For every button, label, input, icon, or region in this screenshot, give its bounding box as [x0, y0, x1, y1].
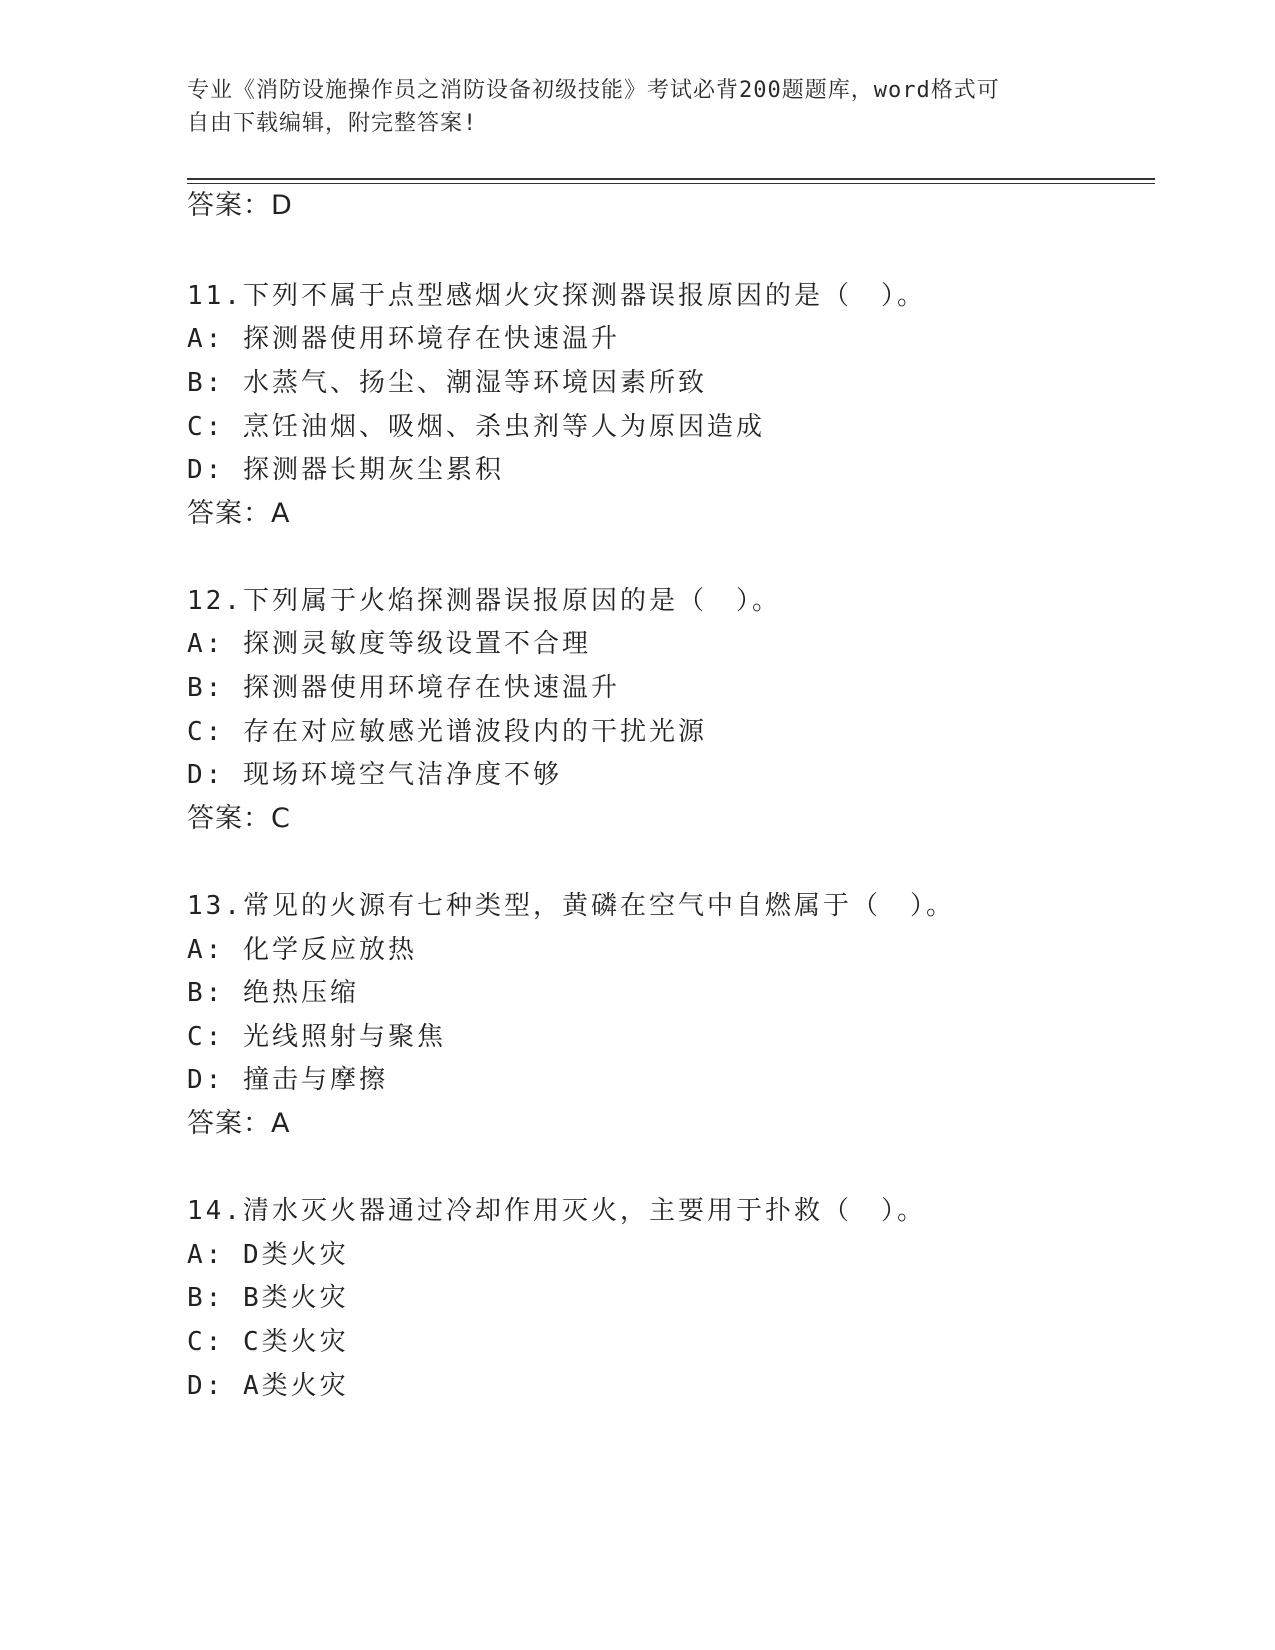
option-c: C: 光线照射与聚焦: [187, 1022, 446, 1052]
option-a: A: D类火灾: [187, 1240, 349, 1270]
header-rule-thin: [187, 183, 1155, 184]
option-b: B: 水蒸气、扬尘、潮湿等环境因素所致: [187, 368, 707, 398]
option-a: A: 化学反应放热: [187, 935, 417, 965]
option-d: D: 现场环境空气洁净度不够: [187, 760, 562, 790]
option-b: B: 绝热压缩: [187, 978, 359, 1008]
question-stem: 12.下列属于火焰探测器误报原因的是（ ）。: [187, 586, 781, 616]
header-rule-thick: [187, 178, 1155, 180]
option-d: D: A类火灾: [187, 1371, 349, 1401]
header-line-2: 自由下载编辑，附完整答案!: [187, 111, 478, 136]
answer-label: 答案：A: [187, 1108, 291, 1139]
option-c: C: C类火灾: [187, 1327, 349, 1357]
question-stem: 14.清水灭火器通过冷却作用灭火，主要用于扑救（ ）。: [187, 1196, 926, 1226]
option-d: D: 探测器长期灰尘累积: [187, 455, 504, 485]
option-a: A: 探测器使用环境存在快速温升: [187, 324, 620, 354]
answer-label: 答案：D: [187, 190, 293, 221]
option-a: A: 探测灵敏度等级设置不合理: [187, 629, 591, 659]
option-d: D: 撞击与摩擦: [187, 1065, 388, 1095]
question-stem: 11.下列不属于点型感烟火灾探测器误报原因的是（ ）。: [187, 281, 926, 311]
question-stem: 13.常见的火源有七种类型，黄磷在空气中自燃属于（ ）。: [187, 891, 955, 921]
header-line-1: 专业《消防设施操作员之消防设备初级技能》考试必背200题题库，word格式可: [187, 78, 1000, 103]
document-header: [187, 74, 1087, 140]
option-c: C: 烹饪油烟、吸烟、杀虫剂等人为原因造成: [187, 412, 765, 442]
answer-label: 答案：C: [187, 803, 291, 834]
option-b: B: B类火灾: [187, 1283, 349, 1313]
option-b: B: 探测器使用环境存在快速温升: [187, 673, 620, 703]
option-c: C: 存在对应敏感光谱波段内的干扰光源: [187, 717, 707, 747]
answer-label: 答案：A: [187, 498, 291, 529]
